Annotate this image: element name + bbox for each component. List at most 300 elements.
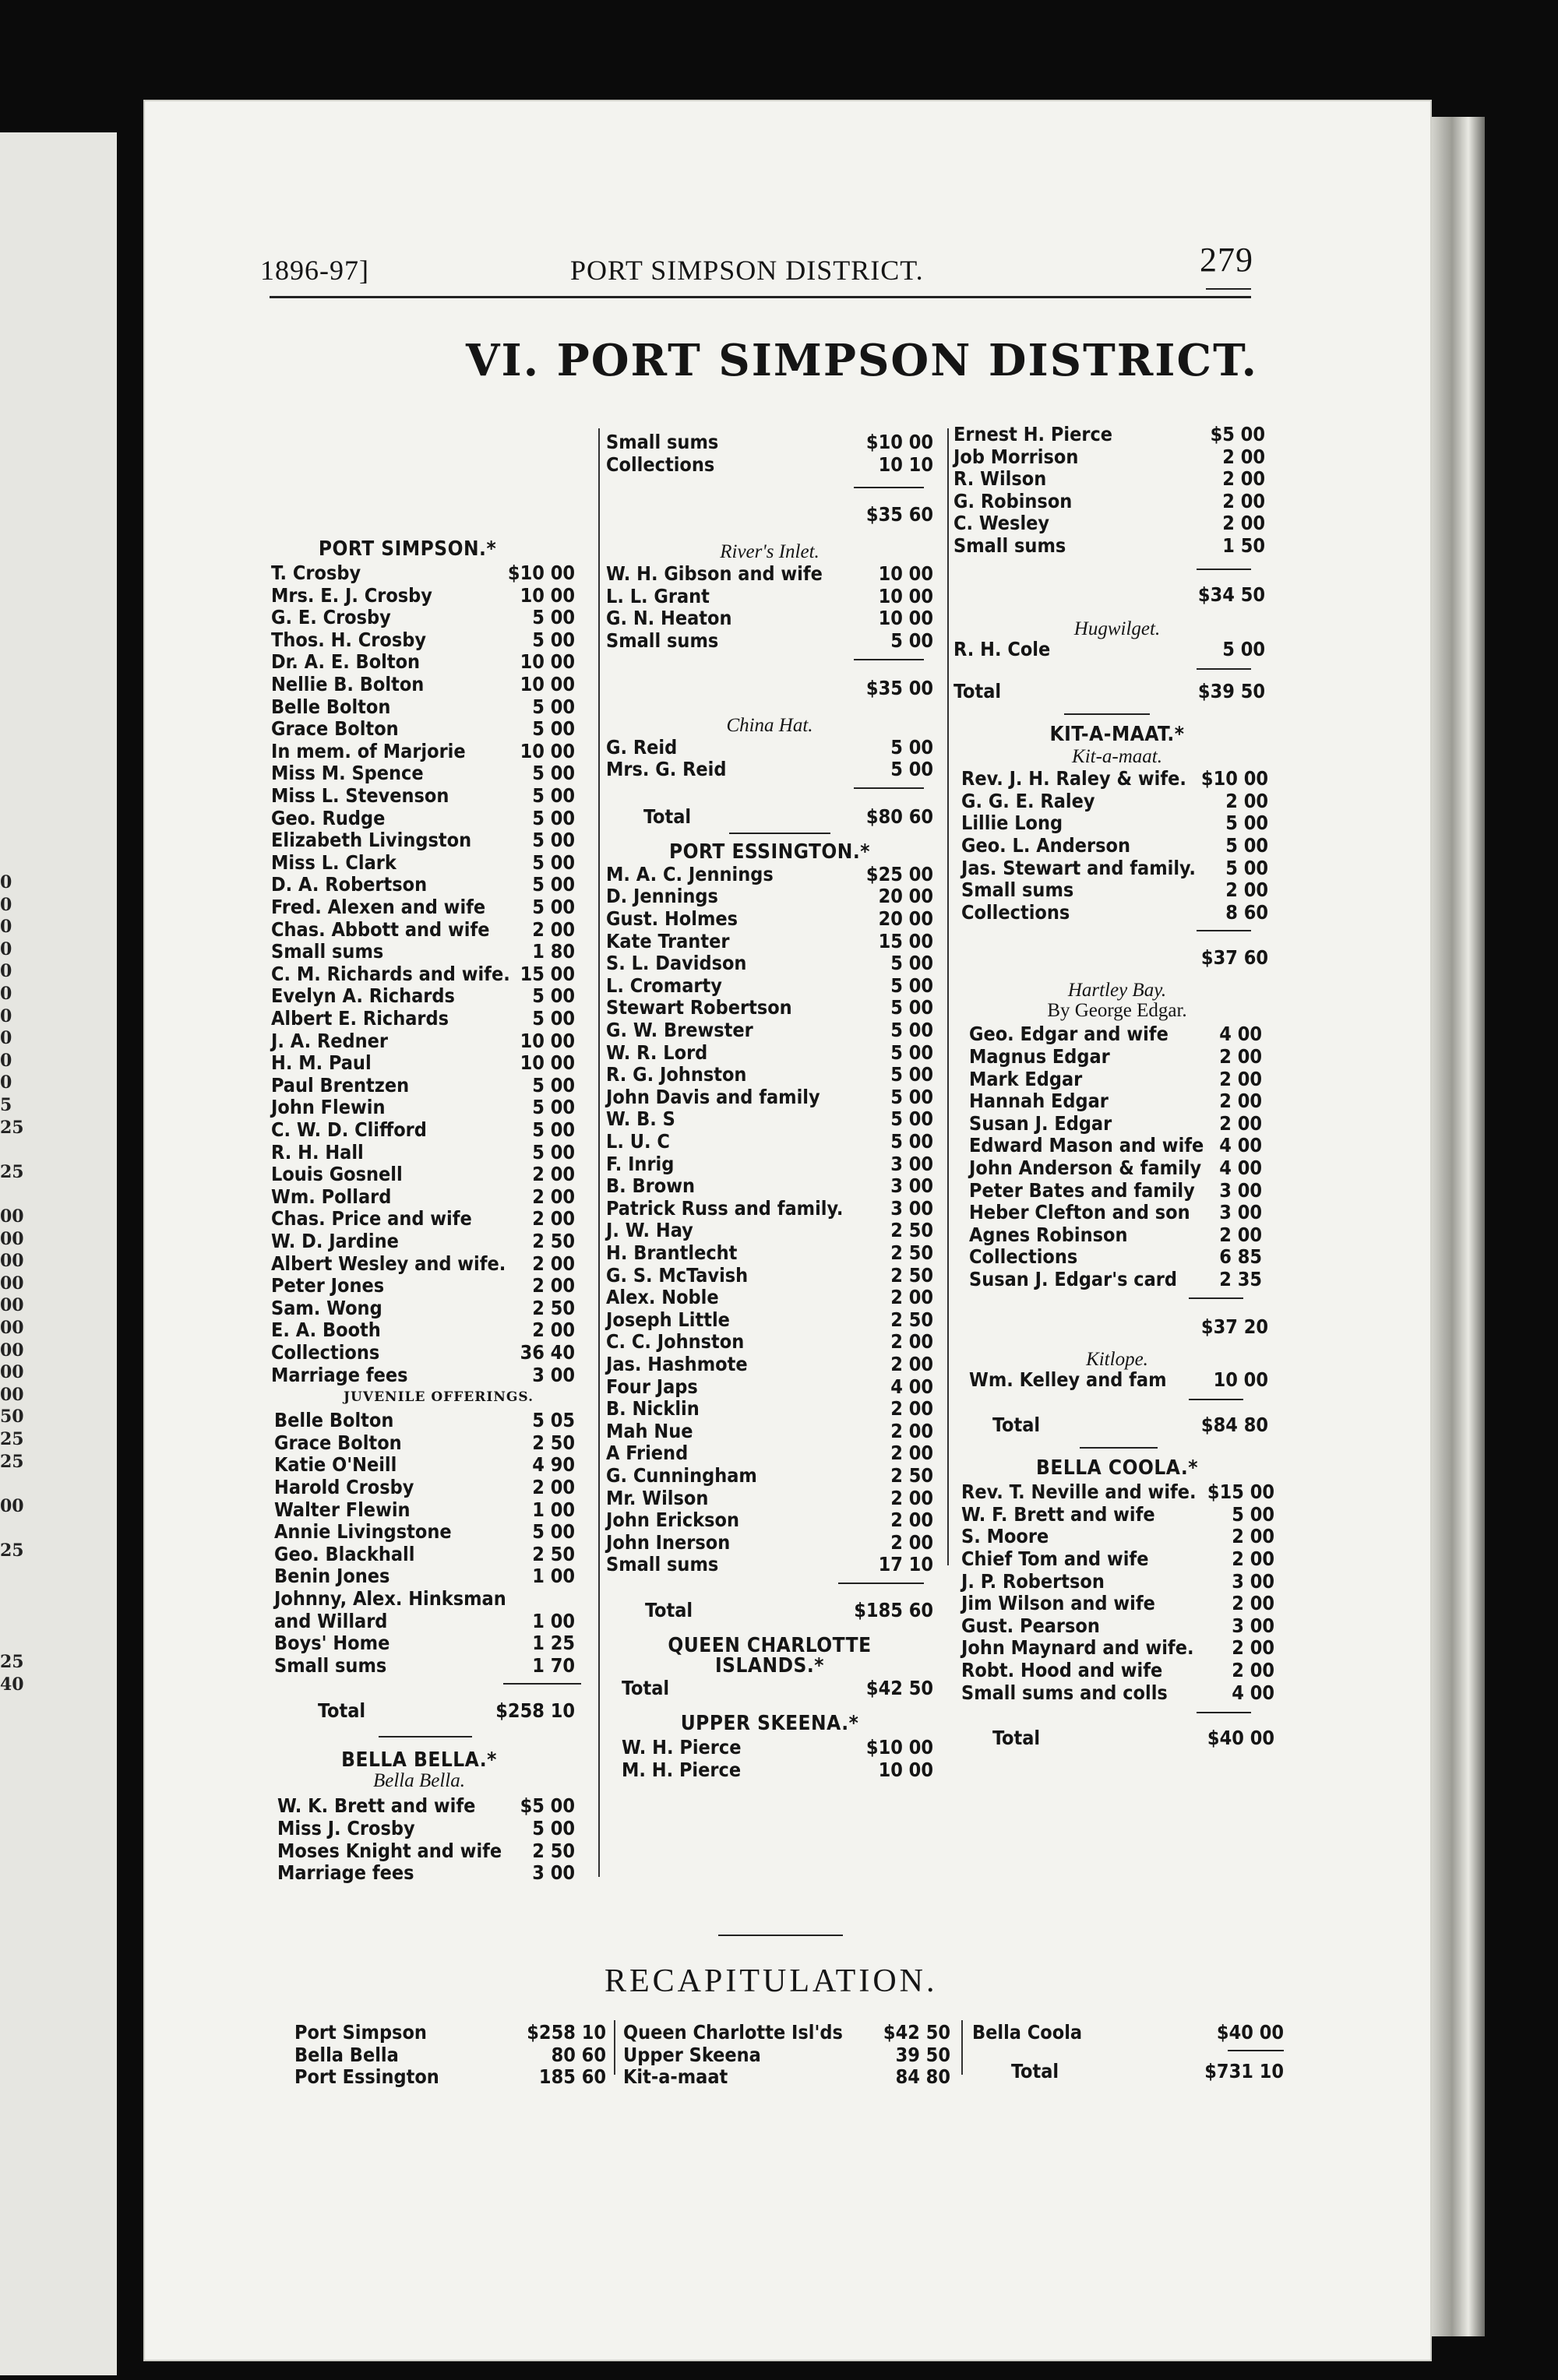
section-rule [379, 1736, 472, 1737]
entry-name: G. Cunningham [606, 1464, 757, 1487]
entry-amount: 10 00 [520, 650, 575, 674]
entry-amount: 5 00 [890, 1019, 933, 1041]
entry-name: John Flewin [271, 1096, 386, 1119]
recap-divider-2 [961, 2020, 963, 2075]
entry-amount: 10 00 [520, 583, 575, 607]
entry-amount: $10 00 [865, 431, 933, 453]
ledger-row [606, 1554, 933, 1576]
hartley-bay-by: By George Edgar. [1047, 1000, 1187, 1022]
ledger-row [271, 562, 575, 584]
margin-number: 0 [0, 1028, 12, 1049]
margin-number: 0 [0, 1072, 12, 1093]
entry-amount: 5 00 [532, 1140, 575, 1164]
entry-amount: 2 00 [1222, 512, 1265, 535]
margin-number: 5 [0, 1095, 12, 1115]
entry-name: Mrs. G. Reid [606, 758, 727, 781]
entry-amount: 5 00 [532, 1520, 575, 1544]
ledger-row [271, 629, 575, 651]
entry-name: Wm. Pollard [271, 1185, 392, 1208]
total-row [643, 806, 933, 828]
ledger-row [271, 941, 575, 963]
entry-amount: 4 00 [1219, 1023, 1262, 1046]
ledger-row [274, 1432, 575, 1454]
ledger-row [969, 1369, 1268, 1391]
entry-amount: $5 00 [520, 1794, 575, 1818]
ledger-row [606, 1108, 933, 1130]
entry-amount: 10 00 [520, 1029, 575, 1052]
entry-name: Queen Charlotte Isl'ds [623, 2021, 843, 2044]
ledger-row [953, 446, 1265, 468]
entry-name: Sam. Wong [271, 1296, 382, 1319]
entry-name: R. Wilson [953, 467, 1047, 491]
section-rule [1080, 1447, 1158, 1449]
margin-number: 00 [0, 1495, 24, 1516]
entry-amount: 4 00 [890, 1375, 933, 1398]
entry-name: Robt. Hood and wife [961, 1659, 1163, 1681]
entry-amount: $10 00 [865, 1736, 933, 1759]
entry-amount: 2 50 [890, 1464, 933, 1487]
entry-amount: 36 40 [520, 1341, 575, 1364]
entry-amount: 5 00 [890, 952, 933, 975]
entry-amount: 5 00 [1222, 637, 1265, 660]
section-queen-charlotte-2: ISLANDS.* [714, 1654, 824, 1678]
entry-amount: 5 00 [532, 762, 575, 785]
entry-amount: 20 00 [878, 907, 933, 930]
entry-name: Marriage fees [271, 1363, 408, 1386]
ledger-row [271, 785, 575, 807]
entry-amount: 5 00 [890, 1063, 933, 1086]
ledger-row [271, 874, 575, 896]
entry-amount: 5 00 [532, 1096, 575, 1119]
ledger-row [953, 424, 1265, 445]
section-rule [838, 1583, 924, 1584]
ledger-row [606, 737, 933, 759]
ledger-row [961, 1481, 1274, 1503]
section-rule [1064, 713, 1150, 715]
ledger-row [961, 1637, 1274, 1659]
margin-number: 00 [0, 1384, 24, 1405]
entry-amount: 10 00 [878, 584, 933, 607]
entry-amount: 5 00 [890, 973, 933, 997]
total-row [992, 1727, 1274, 1749]
ledger-row [606, 1287, 933, 1308]
ledger-row [274, 1477, 575, 1498]
entry-amount: 5 00 [532, 628, 575, 651]
recap-total-row [1011, 2061, 1284, 2082]
entry-amount: 2 00 [1232, 1659, 1274, 1681]
ledger-row [606, 1086, 933, 1108]
entry-name: Small sums [953, 534, 1066, 557]
ledger-row [271, 1119, 575, 1141]
entry-amount: $37 60 [1200, 946, 1268, 970]
recap-row [623, 2022, 950, 2044]
entry-name: Walter Flewin [274, 1498, 411, 1521]
margin-number: 0 [0, 894, 12, 915]
ledger-row [274, 1454, 575, 1476]
entry-amount: 2 50 [532, 1542, 575, 1565]
ledger-row [961, 902, 1268, 924]
subsection-hartley-bay: Hartley Bay. [1067, 980, 1167, 1002]
entry-amount: 1 50 [1222, 534, 1265, 557]
ledger-row [969, 1180, 1262, 1202]
subtotal-row [840, 678, 933, 699]
entry-amount: 5 00 [890, 1130, 933, 1153]
ledger-row [953, 512, 1265, 534]
entry-name: G. G. E. Raley [961, 789, 1095, 812]
entry-amount: 2 00 [1232, 1525, 1274, 1548]
ledger-row [961, 1571, 1274, 1593]
section-port-simpson: PORT SIMPSON.* [318, 537, 497, 561]
entry-amount: 3 00 [1219, 1178, 1262, 1202]
entry-name: Small sums [271, 940, 384, 963]
entry-amount: 10 00 [878, 607, 933, 630]
ledger-row [606, 1198, 933, 1220]
ledger-row [606, 586, 933, 607]
entry-amount: 2 00 [890, 1486, 933, 1509]
ledger-row [606, 908, 933, 930]
ledger-row [271, 1052, 575, 1074]
entry-name: Evelyn A. Richards [271, 984, 455, 1008]
entry-amount: 84 80 [895, 2065, 950, 2089]
ledger-row [606, 1488, 933, 1509]
section-rule [854, 787, 924, 789]
ledger-row [274, 1410, 575, 1431]
ledger-row [969, 1023, 1262, 1045]
entry-amount: $10 00 [1200, 767, 1268, 790]
entry-name: A Friend [606, 1442, 689, 1465]
entry-amount: 2 00 [1219, 1045, 1262, 1068]
entry-name: Small sums [606, 629, 719, 652]
entry-name: Nellie B. Bolton [271, 673, 425, 695]
ledger-row [271, 1097, 575, 1118]
ledger-row [274, 1544, 575, 1565]
ledger-row [277, 1818, 575, 1840]
entry-amount: 10 00 [1213, 1368, 1268, 1391]
recap-row [294, 2044, 606, 2066]
entry-name: S. L. Davidson [606, 952, 747, 975]
entry-name: Katie O'Neill [274, 1453, 397, 1477]
entry-amount: 2 00 [1222, 445, 1265, 468]
total-row [645, 1600, 933, 1621]
entry-name: John Anderson & family [969, 1157, 1202, 1179]
entry-name: G. E. Crosby [271, 606, 391, 629]
ledger-row [606, 1242, 933, 1264]
entry-amount: 2 00 [1222, 467, 1265, 491]
recap-title: RECAPITULATION. [605, 1963, 938, 1999]
entry-name: Moses Knight and wife [277, 1839, 502, 1862]
header-rule-end [1206, 288, 1251, 290]
entry-amount: 3 00 [890, 1196, 933, 1220]
entry-name: Lillie Long [961, 812, 1063, 835]
entry-amount: 5 00 [532, 1817, 575, 1840]
ledger-row [606, 563, 933, 585]
ledger-row [606, 1421, 933, 1442]
section-rule [854, 487, 924, 488]
entry-amount: 10 00 [878, 1758, 933, 1781]
entry-name: Joseph Little [606, 1308, 730, 1331]
entry-name: Patrick Russ and family. [606, 1196, 844, 1220]
entry-name: Belle Bolton [274, 1409, 394, 1432]
entry-name: L. L. Grant [606, 584, 710, 607]
entry-amount: 4 00 [1219, 1134, 1262, 1157]
margin-number: 50 [0, 1407, 24, 1428]
ledger-row [969, 1224, 1262, 1246]
entry-amount: $37 20 [1200, 1315, 1268, 1338]
margin-number: 40 [0, 1674, 24, 1695]
ledger-row [606, 864, 933, 885]
entry-amount: 5 00 [532, 896, 575, 918]
entry-name: Port Essington [294, 2065, 439, 2089]
ledger-row [606, 630, 933, 652]
entry-name: W. K. Brett and wife [277, 1794, 476, 1818]
entry-name: Miss L. Stevenson [271, 784, 449, 807]
ledger-row [969, 1090, 1262, 1112]
margin-number: 00 [0, 1362, 24, 1383]
entry-name: Port Simpson [294, 2021, 427, 2044]
entry-amount: 20 00 [878, 885, 933, 908]
column-divider-1 [598, 428, 600, 1877]
margin-number: 25 [0, 1117, 24, 1138]
entry-name: Chas. Price and wife [271, 1207, 472, 1230]
section-rule [1189, 1399, 1243, 1400]
section-rule [1197, 930, 1251, 931]
entry-amount: 2 00 [890, 1442, 933, 1465]
entry-name: Total [992, 1414, 1041, 1437]
entry-amount: 2 00 [532, 1252, 575, 1275]
ledger-row [606, 431, 933, 453]
section-rule [1197, 569, 1251, 570]
entry-amount: 1 00 [532, 1498, 575, 1521]
entry-amount: 5 00 [890, 629, 933, 652]
ledger-row [271, 808, 575, 829]
subtotal-row [1187, 1316, 1268, 1338]
entry-name: Total [622, 1677, 670, 1699]
entry-name: Jas. Hashmote [606, 1353, 748, 1375]
ledger-row [271, 1364, 575, 1386]
margin-number: 00 [0, 1251, 24, 1272]
ledger-row [271, 741, 575, 762]
entry-name: Ernest H. Pierce [953, 423, 1113, 445]
section-bella-bella: BELLA BELLA.* [341, 1748, 497, 1773]
ledger-row [606, 885, 933, 907]
ledger-row [271, 963, 575, 985]
recap-row [623, 2044, 950, 2066]
ledger-row [953, 468, 1265, 490]
entry-name: Small sums [274, 1653, 387, 1677]
entry-name: Total [643, 804, 692, 828]
entry-amount: 5 00 [532, 850, 575, 874]
recap-row [294, 2066, 606, 2088]
entry-amount: 2 00 [1219, 1223, 1262, 1246]
margin-number: 00 [0, 1318, 24, 1338]
entry-amount: $84 80 [1200, 1414, 1268, 1437]
entry-name: J. A. Redner [271, 1029, 389, 1052]
entry-name: Small sums and colls [961, 1681, 1168, 1704]
header-title: PORT SIMPSON DISTRICT. [570, 255, 924, 286]
ledger-row [271, 1297, 575, 1319]
ledger-row [271, 1142, 575, 1164]
ledger-row [606, 607, 933, 629]
entry-amount: 3 00 [1232, 1614, 1274, 1637]
entry-name: Grace Bolton [271, 717, 399, 741]
section-upper-skeena: UPPER SKEENA.* [680, 1712, 859, 1735]
entry-amount: 2 00 [1219, 1111, 1262, 1135]
section-bella-coola: BELLA COOLA.* [1036, 1456, 1198, 1480]
entry-name: F. Inrig [606, 1152, 675, 1175]
entry-amount: 3 00 [1219, 1201, 1262, 1224]
ledger-row [969, 1113, 1262, 1135]
ledger-row [961, 1615, 1274, 1637]
entry-name: G. W. Brewster [606, 1019, 753, 1041]
entry-amount: 5 05 [532, 1409, 575, 1432]
entry-name: Mrs. E. J. Crosby [271, 583, 432, 607]
entry-amount: 185 60 [538, 2065, 606, 2089]
entry-amount: 3 00 [890, 1152, 933, 1175]
entry-amount: 5 00 [890, 735, 933, 759]
entry-amount: 5 00 [532, 784, 575, 807]
section-rule [729, 833, 830, 834]
margin-number: 0 [0, 961, 12, 982]
entry-name: Collections [961, 900, 1070, 924]
ledger-row [271, 1253, 575, 1275]
entry-name: Jas. Stewart and family. [961, 856, 1196, 879]
total-row [953, 681, 1265, 702]
ledger-row [969, 1269, 1262, 1290]
ledger-row [961, 1526, 1274, 1547]
juvenile-offerings-heading: JUVENILE OFFERINGS. [344, 1389, 534, 1406]
entry-amount: 2 50 [890, 1263, 933, 1287]
entry-name: Grace Bolton [274, 1431, 402, 1454]
ledger-row [606, 1309, 933, 1331]
entry-amount: 2 50 [532, 1431, 575, 1454]
ledger-row [606, 1376, 933, 1398]
entry-amount: 3 00 [1232, 1569, 1274, 1593]
entry-amount: $731 10 [1204, 2060, 1284, 2082]
entry-amount: 2 00 [532, 917, 575, 941]
entry-name: Geo. Blackhall [274, 1542, 415, 1565]
entry-name: Alex. Noble [606, 1286, 719, 1309]
entry-name: and Willard [274, 1609, 388, 1632]
entry-amount: 5 00 [1225, 812, 1268, 835]
entry-amount: 2 00 [890, 1419, 933, 1442]
adjacent-page-sliver [0, 132, 117, 2375]
ledger-row [274, 1565, 575, 1587]
entry-name: Rev. J. H. Raley & wife. [961, 767, 1186, 790]
entry-name: John Erickson [606, 1509, 739, 1532]
ledger-row [606, 1398, 933, 1420]
entry-name: Mr. Wilson [606, 1486, 709, 1509]
ledger-row [961, 1504, 1274, 1526]
entry-amount: 10 00 [520, 739, 575, 762]
entry-name: Gust. Holmes [606, 907, 738, 930]
ledger-row [271, 1030, 575, 1052]
ledger-row [961, 790, 1268, 812]
entry-amount: $39 50 [1197, 680, 1265, 703]
entry-amount: 5 00 [532, 873, 575, 896]
entry-name: C. Wesley [953, 512, 1050, 535]
entry-name: Small sums [606, 431, 719, 453]
entry-name: Mark Edgar [969, 1067, 1083, 1090]
ledger-row [271, 1164, 575, 1185]
ledger-row [271, 829, 575, 851]
ledger-row [961, 1660, 1274, 1681]
entry-amount: 2 00 [1232, 1547, 1274, 1570]
recap-divider-1 [614, 2020, 615, 2075]
ledger-row [606, 1019, 933, 1041]
entry-amount: 3 00 [532, 1861, 575, 1885]
entry-name: J. P. Robertson [961, 1569, 1105, 1593]
entry-name: In mem. of Marjorie [271, 739, 466, 762]
ledger-row [961, 1548, 1274, 1570]
entry-name: Total [953, 680, 1002, 703]
entry-name: Total [992, 1727, 1041, 1750]
entry-name: Upper Skeena [623, 2043, 761, 2066]
ledger-row [606, 1465, 933, 1487]
recap-row [972, 2022, 1284, 2044]
entry-amount: 5 00 [532, 806, 575, 829]
entry-name: Total [1011, 2060, 1059, 2082]
entry-name: R. H. Hall [271, 1140, 364, 1164]
entry-name: Fred. Alexen and wife [271, 896, 486, 918]
entry-amount: 5 00 [532, 829, 575, 852]
entry-amount: 2 00 [890, 1509, 933, 1532]
ledger-row [969, 1046, 1262, 1068]
ledger-row [961, 812, 1268, 834]
entry-amount: 2 50 [532, 1839, 575, 1862]
ledger-row [961, 1593, 1274, 1614]
ledger-row [271, 762, 575, 784]
entry-amount: 2 00 [532, 1319, 575, 1342]
ledger-row [969, 1246, 1262, 1268]
ledger-row [271, 651, 575, 673]
entry-name: C. M. Richards and wife. [271, 962, 510, 985]
entry-name: C. W. D. Clifford [271, 1118, 427, 1141]
margin-number: 0 [0, 917, 12, 938]
entry-name: Agnes Robinson [969, 1223, 1128, 1246]
subsection-rivers-inlet: River's Inlet. [720, 541, 820, 563]
entry-amount: $35 00 [865, 676, 933, 699]
entry-amount: 1 00 [532, 1565, 575, 1588]
entry-amount: 10 00 [520, 673, 575, 695]
ledger-row [606, 1265, 933, 1287]
subsection-hugwilget: Hugwilget. [1073, 618, 1161, 639]
entry-name: G. Robinson [953, 489, 1073, 512]
subtotal-row [1187, 584, 1265, 606]
entry-amount: 5 00 [1225, 834, 1268, 857]
ledger-row [274, 1655, 575, 1677]
ledger-row [606, 1331, 933, 1353]
entry-amount: 1 25 [532, 1632, 575, 1655]
entry-amount: $42 50 [883, 2021, 950, 2044]
ledger-row [271, 674, 575, 695]
ledger-row [606, 1354, 933, 1375]
margin-number: 00 [0, 1295, 24, 1316]
entry-name: Mah Nue [606, 1419, 693, 1442]
entry-name: Geo. Edgar and wife [969, 1023, 1168, 1046]
entry-name: Chas. Abbott and wife [271, 917, 490, 941]
ledger-row [271, 919, 575, 941]
entry-name: W. F. Brett and wife [961, 1502, 1155, 1526]
entry-amount: 4 00 [1232, 1681, 1274, 1704]
subtotal-row [1187, 947, 1268, 969]
ledger-row [953, 535, 1265, 557]
total-row [622, 1678, 933, 1699]
ledger-row [969, 1135, 1262, 1157]
entry-name: Harold Crosby [274, 1476, 414, 1498]
ledger-row [606, 1220, 933, 1241]
entry-amount: 2 00 [1225, 789, 1268, 812]
margin-number: 0 [0, 872, 12, 892]
